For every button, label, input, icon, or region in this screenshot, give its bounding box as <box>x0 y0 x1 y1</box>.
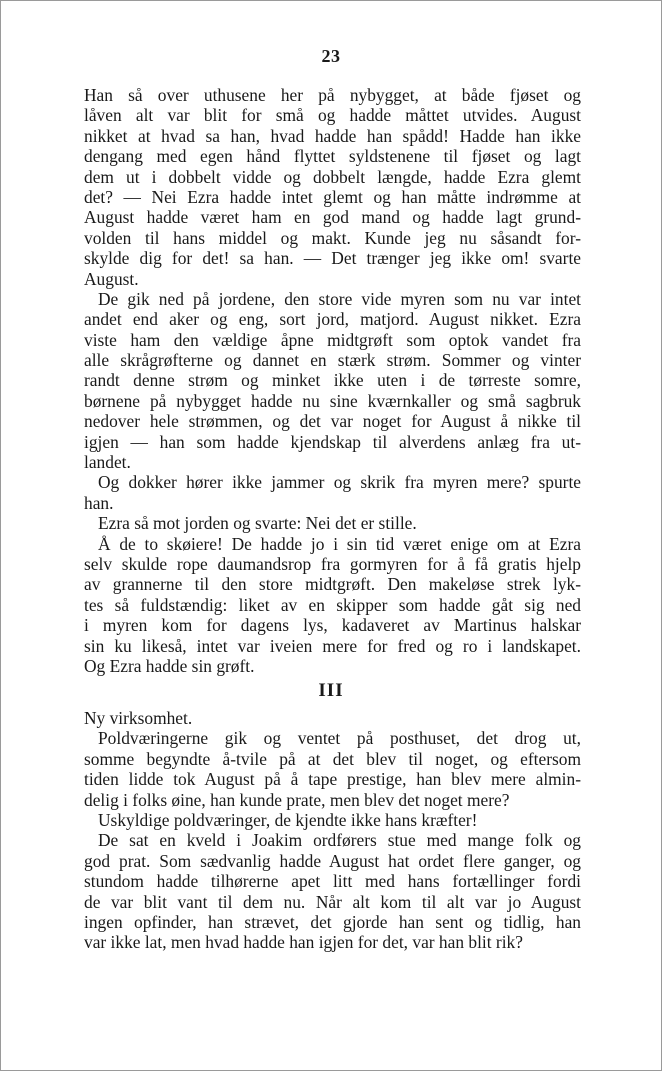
text-line: somme begyndte å-tvile på at det blev til noget, og eftersom <box>84 748 581 769</box>
text-line: Poldværingerne gik og ventet på posthuset, det drog ut, <box>98 728 581 749</box>
text-line: August hadde været ham en god mand og hadde lagt grund- <box>84 207 581 228</box>
text-line: landet. <box>84 452 131 473</box>
text-line: han. <box>84 492 114 513</box>
text-line: ingen opfinder, han strævet, det gjorde han sent og tidlig, han <box>84 911 581 932</box>
text-line: stundom hadde tilhørerne apet litt med hans fortællinger fordi <box>84 871 581 892</box>
text-line: volden til hans middel og makt. Kunde jeg nu såsandt for- <box>84 227 581 248</box>
text-line: av grannerne til den store midtgrøft. Den makeløse strek lyk- <box>84 574 581 595</box>
text-line: De sat en kveld i Joakim ordførers stue med mange folk og <box>98 830 581 851</box>
text-line: Å de to skøiere! De hadde jo i sin tid været enige om at Ezra <box>98 533 581 554</box>
paragraph <box>84 830 581 952</box>
text-line: Ny virksomhet. <box>84 708 193 728</box>
text-line: sin ku likeså, intet var iveien mere for fred og ro i landskapet. <box>84 635 581 656</box>
text-line: i myren kom for dagens lys, kadaveret av Martinus halskar <box>84 615 581 636</box>
text-line: alle skrågrøfterne og dannet en stærk strøm. Sommer og vinter <box>84 350 581 371</box>
text-line: Uskyldige poldværinger, de kjendte ikke hans kræfter! <box>98 809 478 830</box>
text-line: dengang med egen hånd flyttet syldstenene til fjøset og lagt <box>84 146 581 167</box>
text-line: andet end aker og eng, sort jord, matjord. August nikket. Ezra <box>84 309 581 330</box>
paragraph <box>84 728 581 810</box>
text-line: nikket at hvad sa han, hvad hadde han spådd! Hadde han ikke <box>84 125 581 146</box>
paragraph <box>84 472 581 513</box>
text-line: Og dokker hører ikke jammer og skrik fra myren mere? spurte <box>98 472 581 493</box>
paragraph <box>84 708 581 728</box>
text-line: Ezra så mot jorden og svarte: Nei det er stille. <box>98 513 417 534</box>
text-line: dem ut i dobbelt vidde og dobbelt længde, hadde Ezra glemt <box>84 166 581 187</box>
text-line: låven alt var blit for små og hadde måttet utvides. August <box>84 105 581 126</box>
text-line: tiden lidde tok August på å tape prestige, han blev mere almin- <box>84 769 581 790</box>
body-text-section-two <box>84 708 581 953</box>
paragraph <box>84 289 581 473</box>
text-line: delig i folks øine, han kunde prate, men blev det noget mere? <box>84 789 510 810</box>
text-line: skylde dig for det! sa han. — Det trænger jeg ikke om! svarte <box>84 248 581 269</box>
text-line: selv skulde rope daumandsrop fra gormyren for å få gratis hjelp <box>84 553 581 574</box>
body-text-section-one <box>84 85 581 676</box>
paragraph <box>84 810 581 830</box>
text-line: De gik ned på jordene, den store vide myren som nu var intet <box>98 288 581 309</box>
page-number: 23 <box>321 46 341 66</box>
text-line: var ikke lat, men hvad hadde han igjen for det, var han blit rik? <box>84 932 523 953</box>
paragraph <box>84 534 581 677</box>
text-line: Og Ezra hadde sin grøft. <box>84 655 255 676</box>
text-line: børnene på nybygget hadde nu sine kværnkaller og små sagbruk <box>84 390 581 411</box>
text-line: det? — Nei Ezra hadde intet glemt og han måtte indrømme at <box>84 186 581 207</box>
text-line: Han så over uthusene her på nybygget, at både fjøset og <box>84 85 581 105</box>
text-line: August. <box>84 268 139 289</box>
paragraph <box>84 513 581 533</box>
text-line: nedover hele strømmen, og det var noget for August å nikke til <box>84 411 581 432</box>
text-line: igjen — han som hadde kjendskap til alverdens anlæg fra ut- <box>84 431 581 452</box>
section-heading: III <box>318 680 344 701</box>
text-line: tes så fuldstændig: liket av en skipper som hadde gåt sig ned <box>84 594 581 615</box>
text-line: viste ham den vældige åpne midtgrøft som optok vandet fra <box>84 329 581 350</box>
text-line: de var blit vant til dem nu. Når alt kom til alt var jo August <box>84 891 581 912</box>
paragraph <box>84 85 581 289</box>
text-line: god prat. Som sædvanlig hadde August hat ordet flere ganger, og <box>84 850 581 871</box>
text-line: randt denne strøm og minket ikke uten i de tørreste somre, <box>84 370 581 391</box>
